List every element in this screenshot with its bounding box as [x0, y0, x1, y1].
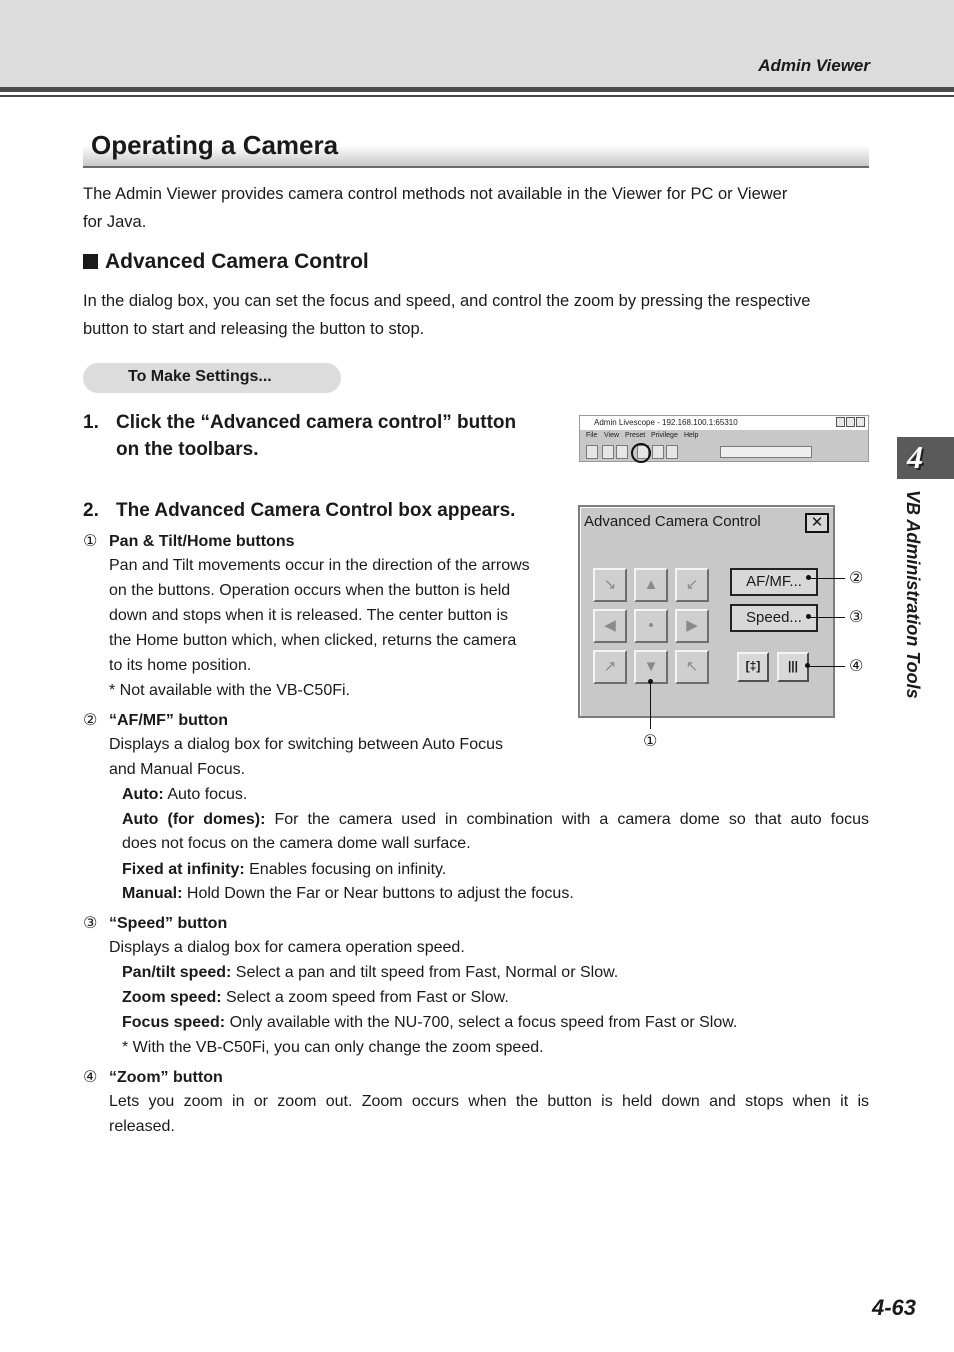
toolbar-button[interactable] — [616, 445, 628, 459]
pan-tilt-down-left-button[interactable]: ↙ — [675, 568, 709, 602]
item-line: on the buttons. Operation occurs when the button is held — [109, 582, 511, 599]
item-heading-zoom — [83, 1067, 223, 1087]
toolbar-button[interactable] — [652, 445, 664, 459]
callout-2: ② — [849, 570, 864, 587]
item-title: “Speed” button — [109, 915, 228, 932]
section-title: Advanced Camera Control — [105, 250, 369, 273]
toolbar-menu-bar — [580, 430, 868, 442]
step-number: 2. — [83, 500, 99, 521]
settings-pill-label: To Make Settings... — [128, 368, 272, 385]
callout-line — [650, 682, 651, 729]
item-line: Pan and Tilt movements occur in the direction of the arrows — [109, 557, 530, 574]
intro-line-2: for Java. — [83, 213, 147, 231]
item-marker: ② — [83, 712, 98, 729]
pan-tilt-down-right-button[interactable]: ↘ — [593, 568, 627, 602]
pan-tilt-up-right-button[interactable]: ↗ — [593, 650, 627, 684]
section-body-line-2: button to start and releasing the button to stop. — [83, 320, 425, 338]
callout-line — [808, 666, 845, 667]
zoom-in-button[interactable]: [‡] — [737, 652, 769, 682]
toolbar-button[interactable] — [666, 445, 678, 459]
intro-line-1: The Admin Viewer provides camera control methods not available in the Viewer for PC or Viewer — [83, 185, 788, 203]
item-body — [109, 732, 547, 782]
item-line: to its home position. — [109, 657, 252, 674]
step-number: 1. — [83, 412, 99, 433]
highlight-circle — [631, 443, 651, 463]
option-auto-domes-cont: does not focus on the camera dome wall surface. — [122, 835, 471, 852]
step-text: The Advanced Camera Control box appears. — [116, 500, 516, 521]
step-2 — [83, 497, 553, 527]
advanced-camera-control-dialog — [578, 505, 835, 718]
af-mf-button[interactable]: AF/MF... — [730, 568, 818, 596]
item-heading-pan-tilt — [83, 531, 294, 551]
option-pan-tilt-speed: Pan/tilt speed: Select a pan and tilt speed from Fast, Normal or Slow. — [122, 964, 619, 981]
home-button[interactable]: • — [634, 609, 668, 643]
page-header — [0, 0, 954, 87]
item-marker: ③ — [83, 915, 98, 932]
step-1 — [83, 409, 553, 469]
item-line: and Manual Focus. — [109, 761, 246, 778]
item-line: down and stops when it is released. The center button is — [109, 607, 509, 624]
section-bullet-icon — [83, 254, 98, 269]
option-fixed-infinity: Fixed at infinity: Enables focusing on infinity. — [122, 861, 447, 878]
page-number: 4-63 — [872, 1295, 917, 1320]
item-title: “Zoom” button — [109, 1069, 223, 1086]
menu-privilege[interactable]: Privilege — [651, 432, 678, 439]
tilt-down-button[interactable]: ▼ — [634, 650, 668, 684]
step-text-line-2: on the toolbars. — [116, 439, 259, 460]
settings-pill — [83, 363, 341, 393]
option-zoom-speed: Zoom speed: Select a zoom speed from Fast or Slow. — [122, 989, 509, 1006]
minimize-icon[interactable] — [836, 417, 845, 427]
page-title-bar — [83, 128, 869, 168]
dialog-title: Advanced Camera Control — [584, 513, 761, 530]
option-auto-domes: Auto (for domes): For the camera used in combination with a camera dome so that auto focus — [122, 811, 869, 828]
item-heading-af-mf — [83, 710, 228, 730]
toolbar-dropdown[interactable] — [720, 446, 812, 458]
option-manual: Manual: Hold Down the Far or Near buttons to adjust the focus. — [122, 885, 574, 902]
close-icon[interactable]: ✕ — [805, 513, 829, 533]
item-line: Displays a dialog box for switching between Auto Focus — [109, 736, 503, 753]
toolbar-button[interactable] — [602, 445, 614, 459]
item-marker: ① — [83, 533, 98, 550]
pan-right-button[interactable]: ▶ — [675, 609, 709, 643]
pan-tilt-up-left-button[interactable]: ↖ — [675, 650, 709, 684]
page-title: Operating a Camera — [91, 130, 339, 160]
header-section-title: Admin Viewer — [758, 56, 870, 75]
zoom-out-button[interactable]: ||| — [777, 652, 809, 682]
step-text-line-1: Click the “Advanced camera control” button — [116, 412, 517, 433]
header-rule — [0, 87, 954, 92]
item-line: * Not available with the VB-C50Fi. — [109, 682, 350, 699]
callout-4: ④ — [849, 658, 864, 675]
chapter-tab — [897, 437, 954, 479]
callout-1: ① — [643, 733, 658, 750]
item-body — [109, 553, 547, 703]
item-line: Lets you zoom in or zoom out. Zoom occurs when the button is held down and stops when it is — [109, 1093, 869, 1110]
toolbar-screenshot — [579, 415, 869, 462]
menu-view[interactable]: View — [604, 432, 620, 439]
section-heading — [83, 250, 369, 274]
section-body-line-1: In the dialog box, you can set the focus and speed, and control the zoom by pressing the respective — [83, 292, 811, 310]
item-line: the Home button which, when clicked, returns the camera — [109, 632, 517, 649]
pan-left-button[interactable]: ◀ — [593, 609, 627, 643]
speed-button[interactable]: Speed... — [730, 604, 818, 632]
option-note: * With the VB-C50Fi, you can only change the zoom speed. — [122, 1039, 544, 1056]
item-line: released. — [109, 1118, 175, 1135]
toolbar-button[interactable] — [586, 445, 598, 459]
callout-line — [809, 617, 845, 618]
item-title: Pan & Tilt/Home buttons — [109, 533, 295, 550]
chapter-number: 4 — [907, 439, 923, 475]
menu-preset[interactable]: Preset — [625, 432, 646, 439]
maximize-icon[interactable] — [846, 417, 855, 427]
callout-3: ③ — [849, 609, 864, 626]
option-auto: Auto: Auto focus. — [122, 786, 248, 803]
menu-file[interactable]: File — [586, 432, 598, 439]
item-marker: ④ — [83, 1069, 98, 1086]
option-focus-speed: Focus speed: Only available with the NU-700, select a focus speed from Fast or Slow. — [122, 1014, 738, 1031]
callout-line — [809, 578, 845, 579]
item-line: Displays a dialog box for camera operation speed. — [109, 939, 465, 956]
tilt-up-button[interactable]: ▲ — [634, 568, 668, 602]
item-title: “AF/MF” button — [109, 712, 229, 729]
close-icon[interactable] — [856, 417, 865, 427]
item-heading-speed — [83, 913, 227, 933]
toolbar-window-title: Admin Livescope - 192.168.100.1:65310 — [580, 416, 868, 430]
chapter-side-label: VB Administration Tools — [903, 490, 923, 699]
header-rule-thin — [0, 95, 954, 97]
menu-help[interactable]: Help — [684, 432, 699, 439]
